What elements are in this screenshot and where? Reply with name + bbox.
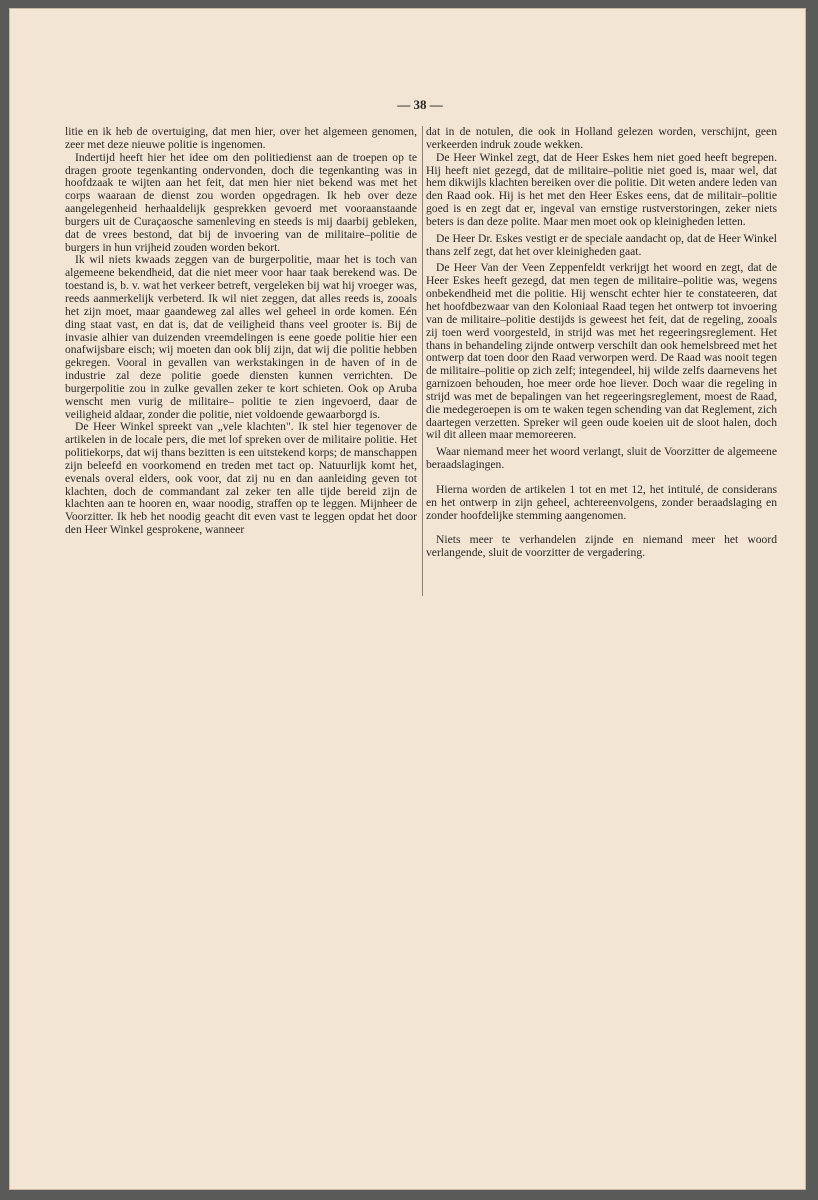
column-divider bbox=[422, 126, 423, 596]
paragraph: De Heer Winkel zegt, dat de Heer Eskes hem niet goed heeft begrepen. Hij heeft niet gezegd, dat de militaire–politie niet goed is, maar wel, dat hem dikwijls klachten bereiken over die politie. Dit weten andere leden van den Raad ook. Hij is het met den Heer Eskes eens, dat de militair–politie goed is en zegt dat er, ingeval van ernstige rustverstoringen, zeker niets beters is dan deze polite. Maar men moet ook op kleinigheden letten. bbox=[426, 150, 777, 228]
paragraph: De Heer Dr. Eskes vestigt er de speciale aandacht op, dat de Heer Winkel thans zelf zegt, dat het over kleinigheden gaat. bbox=[426, 231, 777, 258]
paragraph: De Heer Van der Veen Zeppenfeldt verkrijgt het woord en zegt, dat de Heer Eskes heeft gezegd, dat men tegen de militaire–politie was, wegens onbekendheid met die politie. Hij wenscht echter hier te constateeren, dat het hoofdbezwaar van den Koloniaal Raad tegen het ontwerp tot invoering van de militaire–politie destijds is geweest het feit, dat de regeling, zooals zij toen werd voorgesteld, in strijd was met het regeeringsreglement. Het thans in behandeling zijnde ontwerp verschilt dan ook hemelsbreed met het ontwerp dat toen door den Raad verworpen werd. De Raad was nooit tegen de militaire–politie op zich zelf; integendeel, hij wilde zelfs daarnevens het garnizoen behouden, hoe meer orde hoe liever. Doch waar die regeling in strijd was met de bepalingen van het regeeringsreglement, moest de Raad, die medegeroepen is om te waken tegen schending van dat Reglement, zich daartegen verzetten. Spreker wil geen oude koeien uit de sloot halen, doch wil dit alleen maar memoreeren. bbox=[426, 261, 777, 442]
left-column bbox=[65, 126, 417, 537]
right-column bbox=[426, 126, 777, 560]
paragraph: litie en ik heb de overtuiging, dat men hier, over het algemeen genomen, zeer met deze nieuwe politie is ingenomen. bbox=[65, 125, 417, 151]
paragraph: Waar niemand meer het woord verlangt, sluit de Voorzitter de algemeene beraadslagingen. bbox=[426, 445, 777, 472]
paragraph: De Heer Winkel spreekt van „vele klachten". Ik stel hier tegenover de artikelen in de locale pers, die met lof spreken over de militaire politie. Het politiekorps, dat wij thans bezitten is een uitstekend korps; de manschappen zijn beleefd en voorkomend en treden met tact op. Natuurlijk komt het, evenals overal elders, ook voor, dat zij nu en dan aanleiding geven tot klachten, doch de commandant zal zeker ten alle tijde bereid zijn de klachten aan te hooren en, waar noodig, straffen op te leggen. Mijnheer de Voorzitter. Ik heb het noodig geacht dit even vast te leggen opdat het door den Heer Winkel gesprokene, wanneer bbox=[65, 420, 417, 537]
paragraph: Indertijd heeft hier het idee om den politiedienst aan de troepen op te dragen groote tegenkanting ondervonden, doch die tegenkanting was in hoofdzaak te wijten aan het feit, dat men hier niet bekend was met het corps waaraan de dienst zou worden opgedragen. Ik heb over deze aangelegenheid herhaaldelijk gesprekken gevoerd met vooraanstaande burgers uit de Curaçaosche samenleving en steeds is mij daarbij gebleken, dat de vrees bestond, dat bij de invoering van de militaire–politie de burgers in hun vrijheid zouden worden bekort. bbox=[65, 150, 417, 254]
paragraph: dat in de notulen, die ook in Holland gelezen worden, verschijnt, geen verkeerden indruk zoude wekken. bbox=[426, 125, 777, 151]
paragraph: Hierna worden de artikelen 1 tot en met 12, het intitulé, de considerans en het ontwerp in zijn geheel, achtereenvolgens, zonder beraadslaging en zonder hoofdelijke stemming aangenomen. bbox=[426, 482, 777, 522]
page-number: — 38 — bbox=[397, 97, 443, 112]
document-page bbox=[9, 8, 806, 1190]
paragraph: Niets meer te verhandelen zijnde en niemand meer het woord verlangende, sluit de voorzitter de vergadering. bbox=[426, 533, 777, 560]
paragraph: Ik wil niets kwaads zeggen van de burgerpolitie, maar het is toch van algemeene bekendheid, dat die niet meer voor haar taak berekend was. De toestand is, b. v. wat het verkeer betreft, vergeleken bij wat hij vroeger was, reeds aanmerkelijk verbeterd. Ik wil niet zeggen, dat alles reeds is, zooals het zijn moet, maar gaandeweg zal alles wel geheel in orde komen. Eén ding staat vast, en dat is, dat de veiligheid thans veel grooter is. Bij de invasie alhier van duizenden vreemdelingen is eene goede politie hier een onafwijsbare eisch; wij moeten dan ook blij zijn, dat wij die politie hebben gekregen. Vooral in gevallen van werkstakingen in de haven of in de industrie zal deze politie goede diensten kunnen verrichten. De burgerpolitie zou in zulke gevallen zeker te kort schieten. Ook op Aruba wenscht men vurig de militaire– politie te zien ingevoerd, daar de veiligheid aldaar, zonder die politie, niet voldoende gewaarborgd is. bbox=[65, 253, 417, 421]
